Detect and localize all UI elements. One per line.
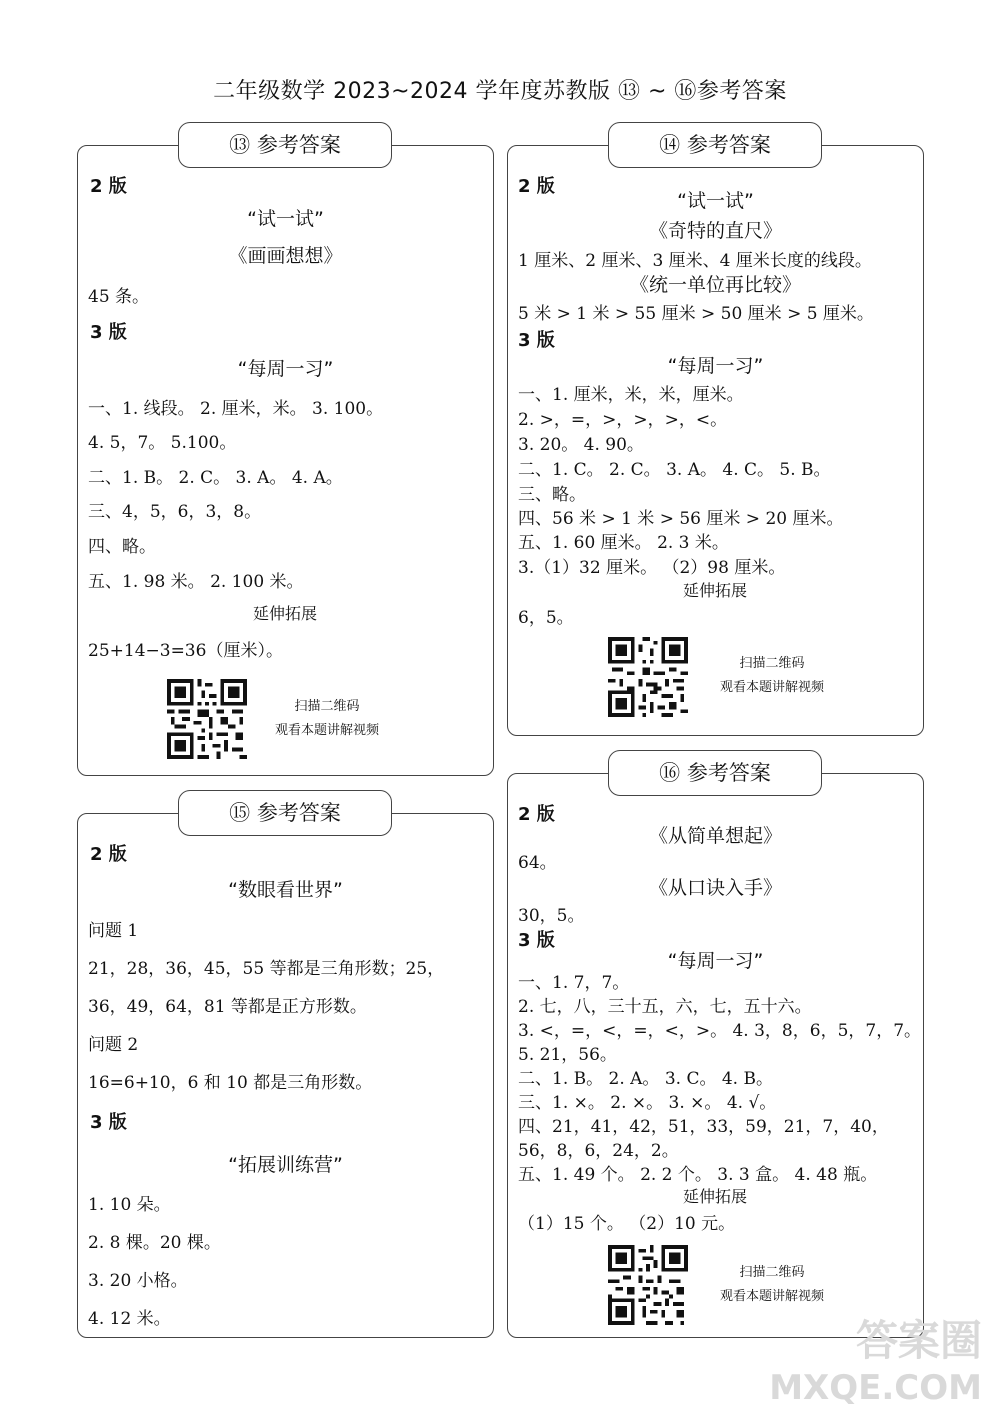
answer-line: 25+14−3=36（厘米）。 (88, 641, 283, 661)
question-label: 问题 1 (88, 921, 139, 941)
extension-heading: 延伸拓展 (682, 581, 747, 600)
qr-caption-line: 观看本题讲解视频 (719, 680, 824, 695)
answer-line: 2. 8 棵。20 棵。 (88, 1233, 221, 1253)
answer-line: 3. 20。 4. 90。 (518, 435, 644, 455)
qr-caption-line: 扫描二维码 (739, 1265, 805, 1280)
answer-line: 五、1. 49 个。 2. 2 个。 3. 3 盒。 4. 48 瓶。 (518, 1165, 878, 1185)
answer-line: 1. 10 朵。 (88, 1195, 171, 1215)
section-heading: 《奇特的直尺》 (648, 220, 782, 242)
qr-code-icon (608, 1245, 688, 1325)
qr-code-icon (167, 679, 247, 759)
answer-line: 2. 七，八，三十五，六，七，五十六。 (518, 997, 812, 1017)
qr-caption (697, 1261, 847, 1309)
edition-label: 2 版 (518, 804, 555, 825)
card-15-tab: ⑮ 参考答案 (178, 790, 392, 836)
qr-caption-line: 观看本题讲解视频 (274, 723, 379, 738)
edition-label: 2 版 (90, 176, 127, 197)
answer-line: 6，5。 (518, 608, 574, 628)
section-heading: 《从简单想起》 (648, 825, 782, 847)
section-heading: “每周一习” (667, 355, 764, 377)
answer-line: 3. 20 小格。 (88, 1271, 188, 1291)
qr-caption (697, 652, 847, 700)
answer-line: 36，49，64，81 等都是正方形数。 (88, 997, 367, 1017)
answer-line: 5 米 > 1 米 > 55 厘米 > 50 厘米 > 5 厘米。 (518, 304, 874, 324)
answer-line: 五、1. 60 厘米。 2. 3 米。 (518, 533, 729, 553)
question-label: 问题 2 (88, 1035, 139, 1055)
answer-line: 三、1. ×。 2. ×。 3. ×。 4. √。 (518, 1093, 777, 1113)
answer-line: 30，5。 (518, 906, 585, 926)
page-title: 二年级数学 2023~2024 学年度苏教版 ⑬ ~ ⑯参考答案 (213, 79, 787, 104)
answer-line: 一、1. 线段。 2. 厘米，米。 3. 100。 (88, 399, 384, 419)
answer-line: 5. 21，56。 (518, 1045, 617, 1065)
card-16-tab: ⑯ 参考答案 (608, 750, 822, 796)
edition-label: 2 版 (90, 844, 127, 865)
watermark-logo-text: 答案圈 (855, 1316, 982, 1365)
answer-line: 二、1. C。 2. C。 3. A。 4. C。 5. B。 (518, 460, 831, 480)
edition-label: 3 版 (518, 930, 555, 951)
qr-caption-line: 扫描二维码 (294, 699, 360, 714)
section-heading: 《统一单位再比较》 (629, 274, 801, 296)
edition-label: 3 版 (90, 1112, 127, 1133)
section-heading: “试一试” (677, 190, 754, 212)
answer-line: 56，8，6，24，2。 (518, 1141, 679, 1161)
answer-line: 四、56 米 > 1 米 > 56 厘米 > 20 厘米。 (518, 509, 844, 529)
watermark-url: MXQE.COM (769, 1368, 982, 1408)
section-heading: 《从口诀入手》 (648, 877, 782, 899)
edition-label: 3 版 (90, 322, 127, 343)
watermark (769, 1308, 982, 1408)
section-heading: “拓展训练营” (228, 1154, 343, 1176)
section-heading: “每周一习” (237, 358, 334, 380)
answer-line: 五、1. 98 米。 2. 100 米。 (88, 572, 304, 592)
qr-caption-line: 扫描二维码 (739, 656, 805, 671)
qr-caption-line: 观看本题讲解视频 (719, 1289, 824, 1304)
answer-line: 45 条。 (88, 287, 150, 307)
qr-code-icon (608, 637, 688, 717)
answer-line: 3. <，=，<，=，<，>。 4. 3，8，6，5，7，7。 (518, 1021, 922, 1041)
edition-label: 2 版 (518, 176, 555, 197)
answer-line: 二、1. B。 2. C。 3. A。 4. A。 (88, 468, 343, 488)
answer-line: 4. 12 米。 (88, 1309, 171, 1329)
card-13-tab: ⑬ 参考答案 (178, 122, 392, 168)
answer-line: 三、略。 (518, 485, 586, 505)
section-heading: “试一试” (247, 208, 324, 230)
answer-line: 2. >，=，>，>，>，<。 (518, 410, 728, 430)
answer-line: 一、1. 7，7。 (518, 973, 630, 993)
answer-line: 16=6+10，6 和 10 都是三角形数。 (88, 1073, 373, 1093)
extension-heading: 延伸拓展 (252, 604, 317, 623)
answer-line: 三、4，5，6，3，8。 (88, 502, 262, 522)
card-14-tab: ⑭ 参考答案 (608, 122, 822, 168)
section-heading: “数眼看世界” (228, 879, 343, 901)
answer-line: 3.（1）32 厘米。 （2）98 厘米。 (518, 558, 786, 578)
answer-line: 二、1. B。 2. A。 3. C。 4. B。 (518, 1069, 773, 1089)
section-heading: 《画画想想》 (228, 245, 343, 267)
qr-caption (252, 695, 402, 743)
answer-line: 四、21，41，42，51，33，59，21，7，40， (518, 1117, 889, 1137)
answer-line: 一、1. 厘米，米，米，厘米。 (518, 385, 744, 405)
answer-line: 四、略。 (88, 537, 156, 557)
answer-line: 64。 (518, 853, 557, 873)
answer-line: （1）15 个。 （2）10 元。 (518, 1214, 736, 1234)
section-heading: “每周一习” (667, 950, 764, 972)
edition-label: 3 版 (518, 330, 555, 351)
answer-line: 1 厘米、2 厘米、3 厘米、4 厘米长度的线段。 (518, 251, 872, 271)
card-13 (77, 145, 494, 776)
answer-line: 4. 5，7。 5.100。 (88, 433, 237, 453)
extension-heading: 延伸拓展 (682, 1187, 747, 1206)
answer-line: 21，28，36，45，55 等都是三角形数；25， (88, 959, 445, 979)
